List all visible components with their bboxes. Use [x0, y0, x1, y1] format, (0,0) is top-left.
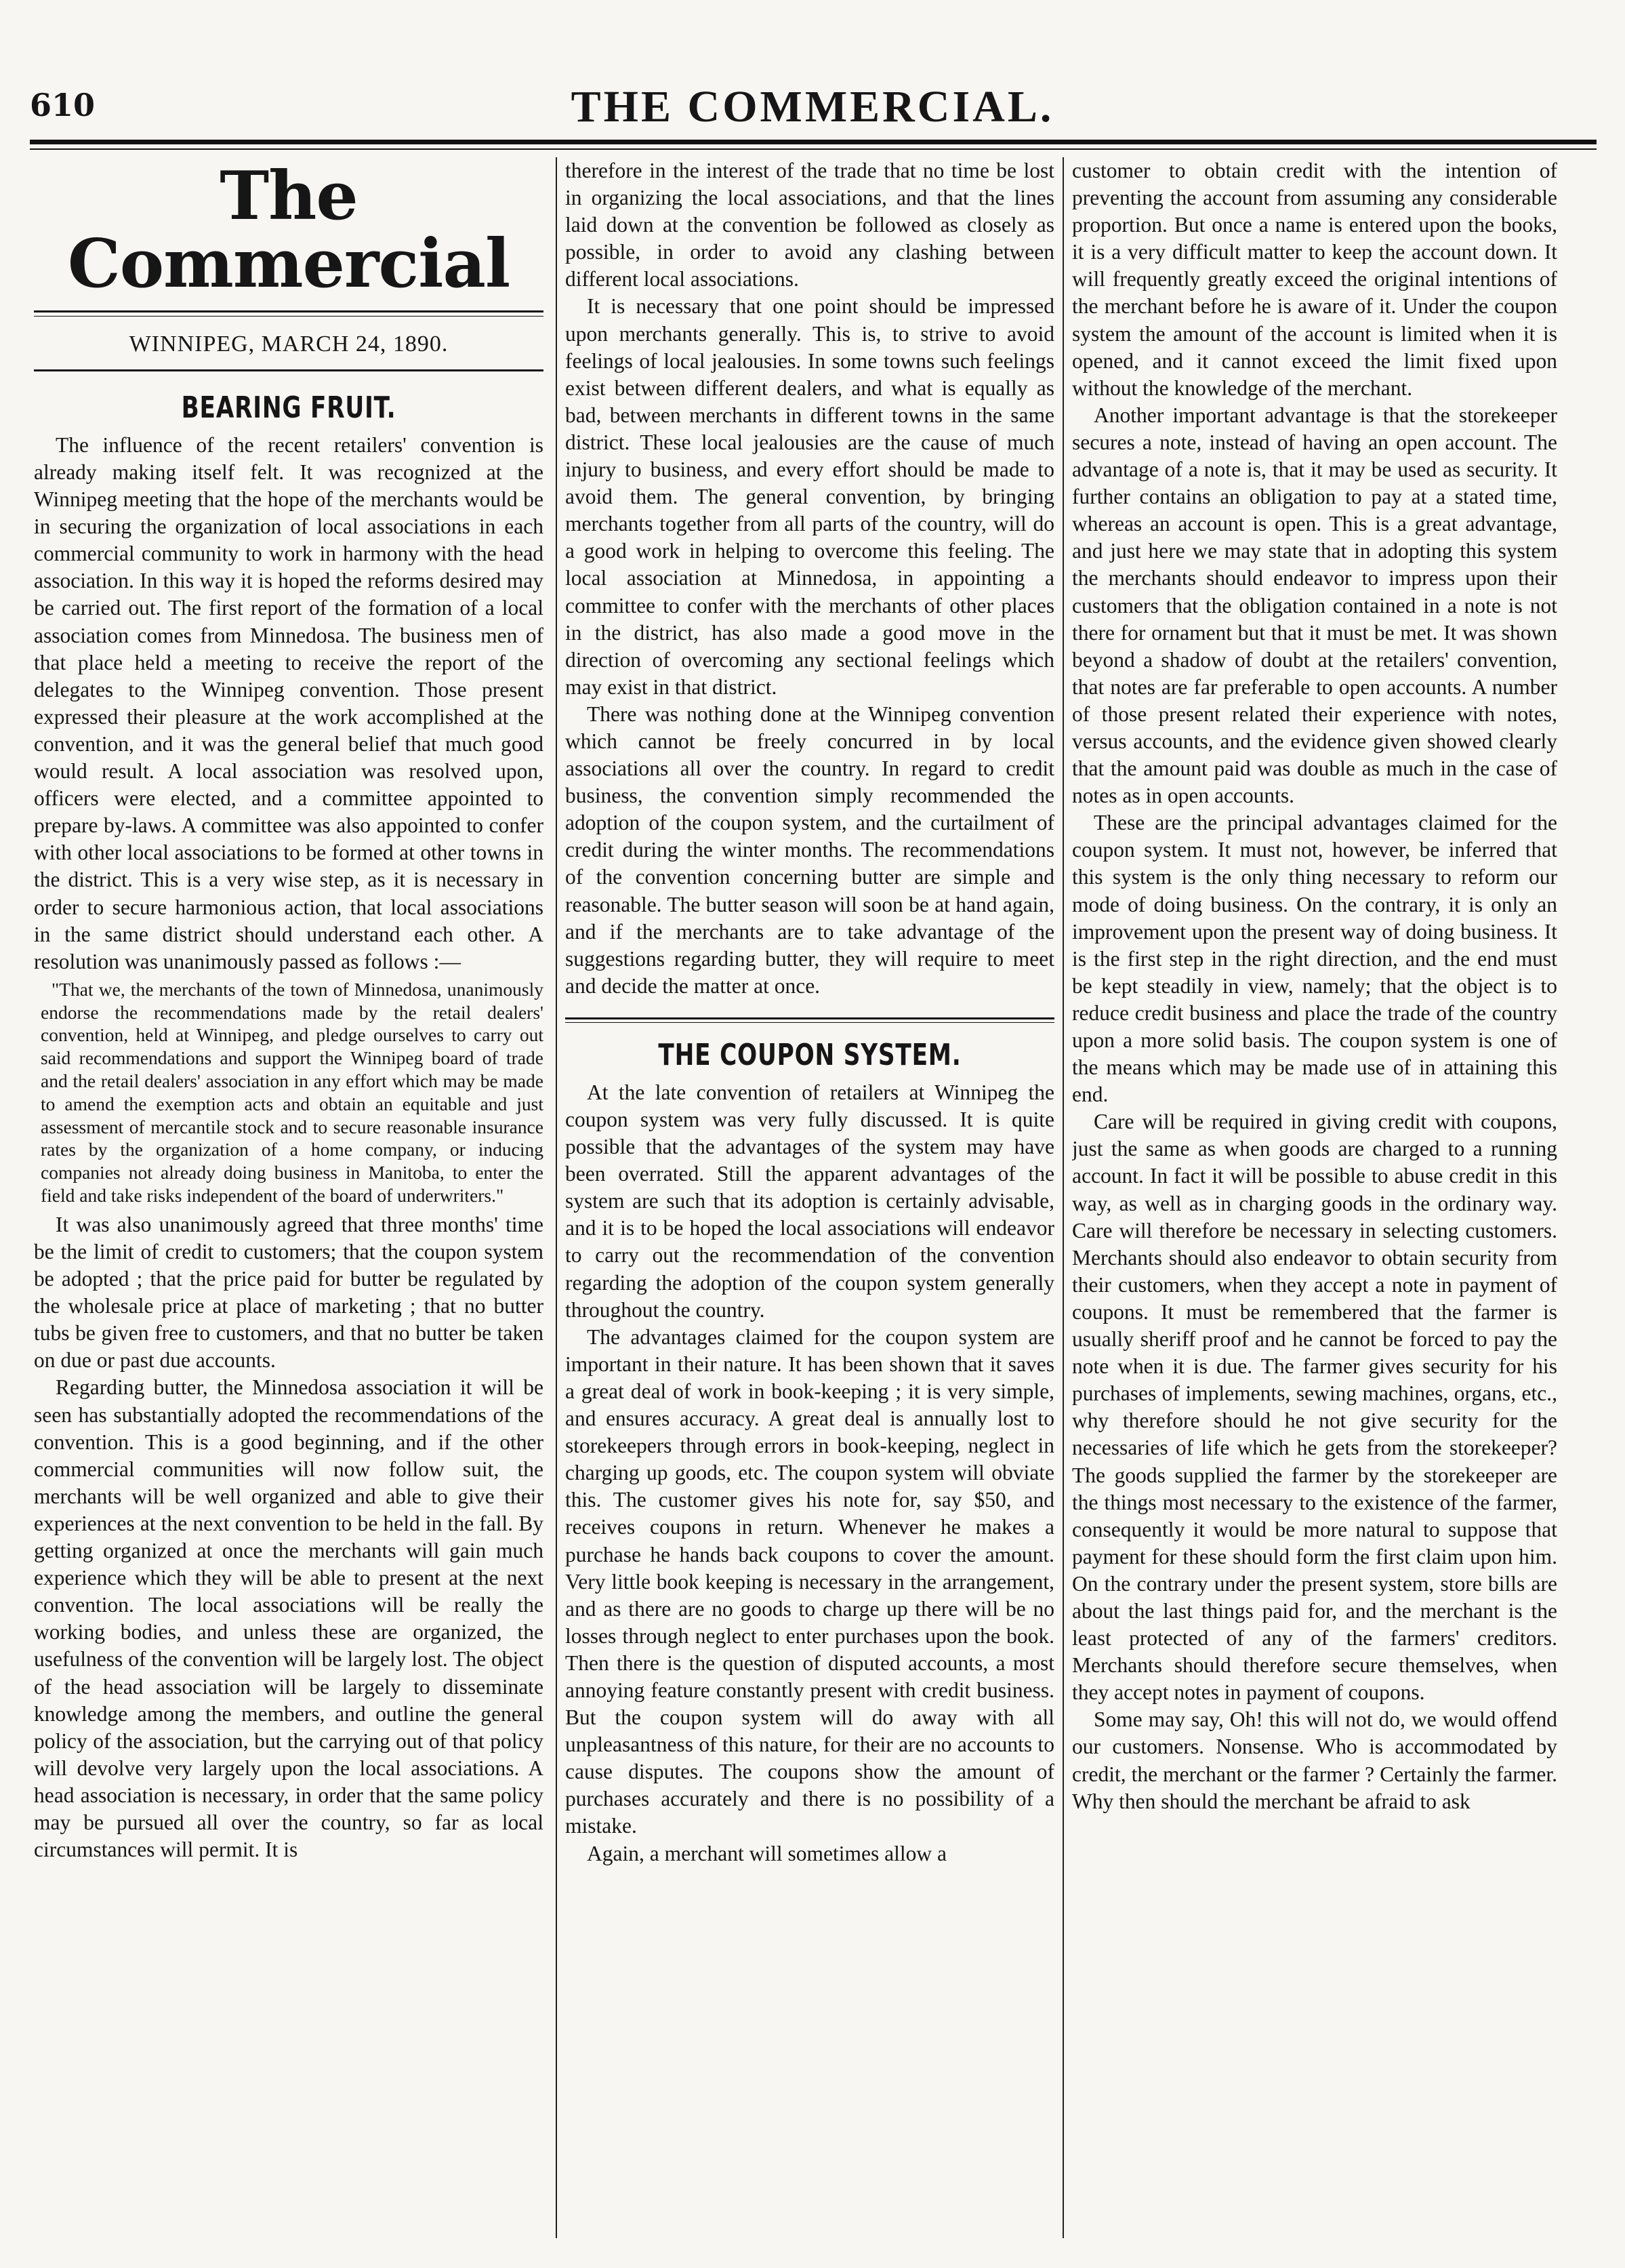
column-divider — [1063, 157, 1064, 2238]
header-rule-thin — [30, 148, 1597, 150]
masthead-rule — [34, 310, 543, 312]
article-paragraph: Regarding butter, the Minnedosa association it will be seen has substantially adopted the recommendations of the convention. This is a good beginning, and if the other commercial communities will now follow suit, the merchants will be well organized and able to give their experiences at the next convention to be held in the fall. By getting organized at once the merchants will gain much experience which they will be able to present at the next convention. The local associations will be really the working bodies, and unless these are organized, the usefulness of the convention will be largely lost. The object of the head association will be largely to disseminate knowledge among the members, and outline the general policy of the association, but the carrying out of that policy will devolve very largely upon the local associations. A head association is necessary, in order that the same policy may be pursued all over the country, so far as local circumstances will permit. It is — [34, 1375, 543, 1862]
dateline-rule — [34, 369, 543, 371]
article-paragraph: Care will be required in giving credit with coupons, just the same as when goods are charged to a running account. In fact it will be possible to abuse credit in this way, as well as in charging goods in the ordinary way. Care will therefore be necessary in selecting customers. Merchants should also endeavor to obtain security from their customers, when they accept a note in payment of coupons. It must be remembered that the farmer is usually sheriff proof and he cannot be forced to pay the note when it is due. The farmer gives security for his purchases of implements, sewing machines, organs, etc., why therefore should he not give security for the necessaries of life which he gets from the storekeeper? The goods supplied the farmer by the storekeeper are the things most necessary to the existence of the farmer, consequently it would be more natural to suppose that payment for these should form the first claim upon him. On the contrary under the present system, store bills are about the last things paid for, and the merchant is the least protected of any of the farmers' creditors. Merchants should therefore secure themselves, when they accept notes in payment of coupons. — [1072, 1110, 1557, 1705]
article-paragraph: The influence of the recent retailers' convention is already making itself felt. It was recognized at the Winnipeg meeting that the hope of the merchants would be in securing the organization of local associations in each commercial community to work in harmony with the head association. In this way it is hoped the reforms desired may be carried out. The first report of the formation of a local association comes from Minnedosa. The business men of that place held a meeting to receive the report of the delegates to the Winnipeg convention. Those present expressed their pleasure at the work accomplished at the convention, and it was the general belief that much good would result. A local association was resolved upon, officers were elected, and a committee appointed to prepare by-laws. A committee was also appointed to confer with other local associations to be formed at other towns in the district. This is a very wise step, as it is necessary in order to secure harmonious action, that local associations in the same district should understand each other. A resolution was unanimously passed as follows :— — [34, 432, 543, 973]
running-head: THE COMMERCIAL. — [571, 82, 1054, 131]
article-paragraph: It was also unanimously agreed that three months' time be the limit of credit to customers; that the coupon system be adopted ; that the price paid for butter be regulated by the wholesale price at place of marketing ; that no butter tubs be given free to customers, and that no butter be taken on due or past due accounts. — [34, 1212, 543, 1373]
masthead-rule-thin — [34, 316, 543, 317]
masthead-title: The Commercial — [67, 157, 510, 303]
article-paragraph: These are the principal advantages claimed for the coupon system. It must not, however, be inferred that this system is the only thing necessary to reform our mode of doing business. On the contrary, it is only an improvement upon the present way of doing business. It is the first step in the right direction, and the end must be kept steadily in view, namely; that the object is to reduce credit business and place the trade of the country upon a more solid basis. The coupon system is one of the means which may be made use of in attaining this end. — [1072, 811, 1557, 1107]
article-headline: THE COUPON SYSTEM. — [658, 1037, 962, 1072]
article-paragraph: The advantages claimed for the coupon system are important in their nature. It has been shown that it saves a great deal of work in book-keeping ; it is very simple, and ensures accuracy. A great deal is annually lost to storekeepers through errors in book-keeping, neglect in charging up goods, etc. The coupon system will obviate this. The customer gives his note for, say $50, and receives coupons in return. Whenever he makes a purchase he hands back coupons to cover the amount. Very little book keeping is necessary in the arrangement, and as there are no goods to charge up there will be no losses through neglect to enter purchases upon the book. Then there is the question of disputed accounts, a most annoying feature constantly present with credit business. But the coupon system will do away with all unpleasantness of this nature, for their are no accounts to cause disputes. The coupons show the amount of purchases accurately and there is no possibility of a mistake. — [565, 1324, 1054, 1838]
column-divider — [556, 157, 557, 2238]
column-2 — [565, 157, 1054, 2252]
article-paragraph: therefore in the interest of the trade that no time be lost in organizing the local associations, and that the lines laid down at the convention be followed as closely as possible, in order to avoid any clashing between different local associations. — [565, 159, 1054, 291]
dateline: WINNIPEG, MARCH 24, 1890. — [129, 331, 449, 357]
article-paragraph: At the late convention of retailers at Winnipeg the coupon system was very fully discussed. It is quite possible that the advantages of the system may have been overrated. Still the apparent advantages of the system are such that its adoption is certainly advisable, and it is to be hoped the local associations will endeavor to carry out the recommendation of the convention regarding the adoption of the coupon system generally throughout the country. — [565, 1080, 1054, 1322]
page-number: 610 — [30, 87, 96, 123]
resolution-quote: "That we, the merchants of the town of Minnedosa, unanimously endorse the recommendations made by the retail dealers' convention, held at Winnipeg, and pledge ourselves to carry out said recommendations and support the Winnipeg board of trade and the retail dealers' association in any effort which may be made to amend the exemption acts and obtain an equitable and just assessment of mercantile stock and to secure reasonable insurance rates by the organization of a home company, or inducing companies not already doing business in Manitoba, to enter the field and take risks independent of the board of underwriters." — [41, 978, 543, 1207]
article-headline: BEARING FRUIT. — [181, 390, 396, 425]
article-paragraph: customer to obtain credit with the intention of preventing the account from assuming any considerable proportion. But once a name is entered upon the books, it is a very difficult matter to keep the account down. It will frequently greatly exceed the original intentions of the merchant before he is aware of it. Under the coupon system the amount of the account is limited when it is opened, and it cannot exceed the limit fixed upon without the knowledge of the merchant. — [1072, 159, 1557, 400]
article-paragraph: Again, a merchant will sometimes allow a — [587, 1841, 947, 1865]
column-1 — [34, 157, 543, 2238]
section-rule-thin — [565, 1022, 1054, 1023]
article-paragraph: Another important advantage is that the storekeeper secures a note, instead of having an open account. The advantage of a note is, that it may be used as security. It further contains an obligation to pay at a stated time, whereas an account is open. This is a great advantage, and just here we may state that in adopting this system the merchants should endeavor to impress upon their customers that the obligation contained in a note is not there for ornament but that it must be met. It was shown beyond a shadow of doubt at the retailers' convention, that notes are far preferable to open accounts. A number of those present related their experience with notes, versus accounts, and the evidence given showed clearly that the amount paid was double as much in the case of notes as in open accounts. — [1072, 403, 1557, 808]
article-paragraph: It is necessary that one point should be impressed upon merchants generally. This is, to strive to avoid feelings of local jealousies. In some towns such feelings exist between different dealers, and what is equally as bad, between merchants in different towns in the same district. These local jealousies are the cause of much injury to business, and every effort should be made to avoid them. The general convention, by bringing merchants together from all parts of the country, will do a good work in helping to overcome this feeling. The local association at Minnedosa, in appointing a committee to confer with the merchants of other places in the district, has also made a good move in the direction of overcoming any sectional feelings which may exist in that district. — [565, 294, 1054, 699]
article-paragraph: There was nothing done at the Winnipeg convention which cannot be freely concurred in by local associations all over the country. In regard to credit business, the convention simply recommended the adoption of the coupon system, and the curtailment of credit during the winter months. The recommendations of the convention concerning butter are simple and reasonable. The butter season will soon be at hand again, and if the merchants are to take advantage of the suggestions regarding butter, they will require to meet and decide the matter at once. — [565, 702, 1054, 998]
article-paragraph: Some may say, Oh! this will not do, we would offend our customers. Nonsense. Who is accommodated by credit, the merchant or the farmer ? Certainly the farmer. Why then should the merchant be afraid to ask — [1072, 1707, 1557, 1813]
header-rule — [30, 140, 1597, 144]
column-3 — [1072, 157, 1557, 2252]
section-rule — [565, 1017, 1054, 1019]
